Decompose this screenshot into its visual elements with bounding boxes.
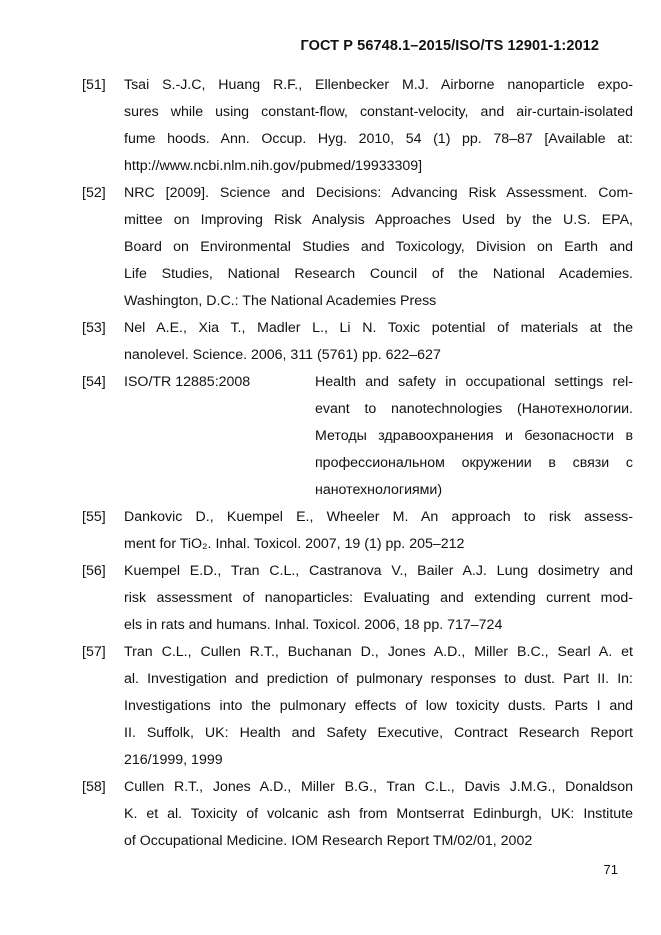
reference-number: [57] [82, 644, 106, 660]
reference-line: evant to nanotechnologies (Нанотехнологии. [315, 401, 633, 417]
reference-line: of Occupational Medicine. IOM Research Report TM/02/01, 2002 [124, 833, 533, 849]
reference-text [315, 369, 633, 504]
reference-line: fume hoods. Ann. Occup. Hyg. 2010, 54 (1) pp. 78–87 [Available at: [124, 131, 633, 147]
reference-text [124, 72, 633, 180]
reference-line: K. et al. Toxicity of volcanic ash from Montserrat Edinburgh, UK: Institute [124, 806, 633, 822]
reference-line: профессиональном окружении в связи с [315, 455, 633, 471]
reference-line: Tsai S.-J.C, Huang R.F., Ellenbecker M.J. Airborne nanoparticle expo- [124, 77, 633, 93]
reference-item [82, 72, 633, 180]
reference-text [124, 180, 633, 315]
reference-line: Dankovic D., Kuempel E., Wheeler M. An approach to risk assess- [124, 509, 633, 525]
reference-number: [54] [82, 374, 106, 390]
reference-line: ment for TiO₂. Inhal. Toxicol. 2007, 19 (1) pp. 205–212 [124, 536, 465, 552]
reference-text [124, 315, 633, 369]
reference-text [124, 558, 633, 639]
reference-line: Tran C.L., Cullen R.T., Buchanan D., Jones A.D., Miller B.C., Searl A. et [124, 644, 633, 660]
reference-line: NRC [2009]. Science and Decisions: Advancing Risk Assessment. Com- [124, 185, 633, 201]
reference-line: nanolevel. Science. 2006, 311 (5761) pp. 622–627 [124, 347, 441, 363]
reference-item [82, 639, 633, 774]
reference-line: Cullen R.T., Jones A.D., Miller B.G., Tran C.L., Davis J.M.G., Donaldson [124, 779, 633, 795]
reference-line: els in rats and humans. Inhal. Toxicol. 2006, 18 pp. 717–724 [124, 617, 503, 633]
reference-item [82, 315, 633, 369]
reference-number: [53] [82, 320, 106, 336]
standard-code: ISO/TR 12885:2008 [124, 374, 251, 390]
reference-item [82, 774, 633, 855]
reference-line: http://www.ncbi.nlm.nih.gov/pubmed/19933309] [124, 158, 423, 174]
reference-text [124, 639, 633, 774]
reference-line: Life Studies, National Research Council of the National Academies. [124, 266, 633, 282]
reference-line: Health and safety in occupational settings rel- [315, 374, 633, 390]
reference-line: Nel A.E., Xia T., Madler L., Li N. Toxic potential of materials at the [124, 320, 633, 336]
reference-item [82, 180, 633, 315]
reference-item [82, 504, 633, 558]
reference-number: [55] [82, 509, 106, 525]
reference-number: [52] [82, 185, 106, 201]
reference-text [124, 504, 633, 558]
reference-line: sures while using constant-flow, constant-velocity, and air-curtain-isolated [124, 104, 633, 120]
reference-item [82, 558, 633, 639]
reference-line: al. Investigation and prediction of pulmonary responses to dust. Part II. In: [124, 671, 633, 687]
reference-item [82, 369, 633, 504]
reference-line: Board on Environmental Studies and Toxicology, Division on Earth and [124, 239, 633, 255]
reference-line: risk assessment of nanoparticles: Evaluating and extending current mod- [124, 590, 633, 606]
reference-number: [58] [82, 779, 106, 795]
reference-line: Методы здравоохранения и безопасности в [315, 428, 633, 444]
reference-line: Washington, D.C.: The National Academies Press [124, 293, 437, 309]
page-number: 71 [603, 862, 618, 877]
standard-header: ГОСТ Р 56748.1–2015/ISO/TS 12901-1:2012 [300, 38, 599, 54]
reference-line: II. Suffolk, UK: Health and Safety Executive, Contract Research Report [124, 725, 633, 741]
reference-number: [56] [82, 563, 106, 579]
reference-line: нанотехнологиями) [315, 482, 443, 498]
reference-line: mittee on Improving Risk Analysis Approaches Used by the U.S. EPA, [124, 212, 633, 228]
reference-line: Investigations into the pulmonary effects of low toxicity dusts. Parts I and [124, 698, 633, 714]
reference-number: [51] [82, 77, 106, 93]
reference-text [124, 774, 633, 855]
reference-line: 216/1999, 1999 [124, 752, 223, 768]
reference-line: Kuempel E.D., Tran C.L., Castranova V., Bailer A.J. Lung dosimetry and [124, 563, 633, 579]
reference-list [82, 72, 633, 855]
